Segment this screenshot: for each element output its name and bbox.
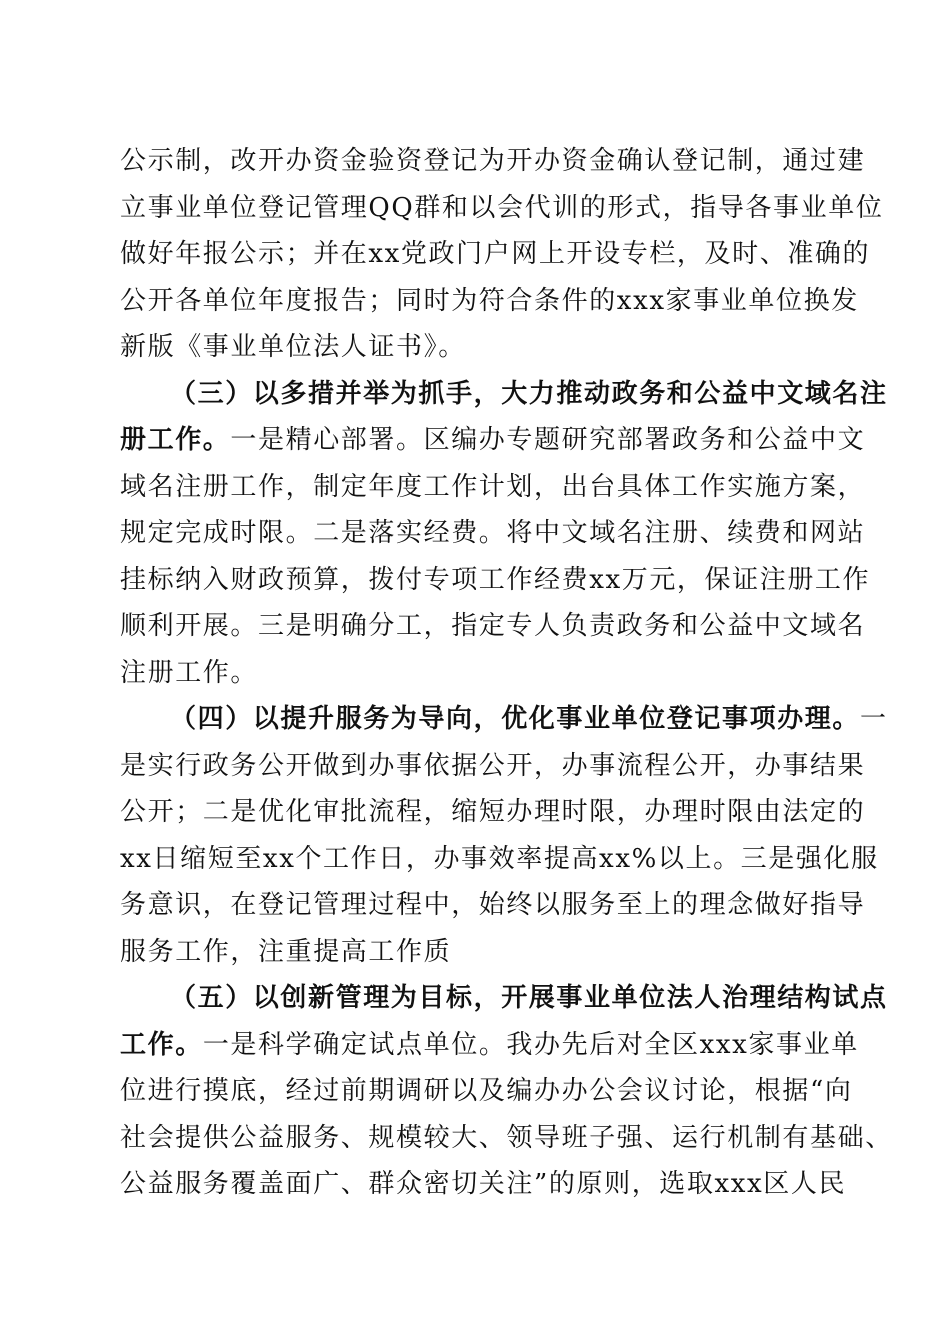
text-line: 社会提供公益服务、规模较大、领导班子强、运行机制有基础、 [120,1122,893,1153]
text-line: 注册工作。 [120,657,259,688]
text-run: 一 [860,704,888,734]
text-line: 服务工作，注重提高工作质 [120,936,452,967]
text-line: 规定完成时限。二是落实经费。将中文域名注册、续费和网站 [120,518,866,548]
text-line: 公开各单位年度报告；同时为符合条件的xxx家事业单位换发 [120,285,859,316]
text-line: 公益服务覆盖面广、群众密切关注”的原则，选取xxx区人民 [120,1169,847,1199]
text-run: 一是精心部署。区编办专题研究部署政务和公益中文 [230,425,866,455]
text-line [120,1022,859,1069]
text-line: 立事业单位登记管理QQ群和以会代训的形式，指导各事业单位 [120,192,884,223]
text-line: xx日缩短至xx个工作日，办事效率提高xx%以上。三是强化服 [120,843,879,874]
section-heading-tail: 工作。 [120,1029,203,1060]
text-line: 是实行政务公开做到办事依据公开，办事流程公开，办事结果 [120,750,866,781]
text-line: 公开；二是优化审批流程，缩短办理时限，办理时限由法定的 [120,797,866,827]
text-line: 顺利开展。三是明确分工，指定专人负责政务和公益中文域名 [120,611,866,641]
text-line: 位进行摸底，经过前期调研以及编办办公会议讨论，根据“向 [120,1076,853,1106]
text-line: 挂标纳入财政预算，拨付专项工作经费xx万元，保证注册工作 [120,564,871,595]
text-line: 做好年报公示；并在xx党政门户网上开设专栏，及时、准确的 [120,239,871,269]
text-line [120,696,888,743]
document-body [120,138,893,1208]
text-line [120,417,866,464]
text-line: 域名注册工作，制定年度工作计划，出台具体工作实施方案， [120,471,866,502]
text-line: 新版《事业单位法人证书》。 [120,332,466,362]
text-line: 务意识，在登记管理过程中，始终以服务至上的理念做好指导 [120,890,866,920]
section-heading-tail: 册工作。 [120,425,231,455]
text-run: 一是科学确定试点单位。我办先后对全区xxx家事业单 [202,1029,859,1060]
section-heading: （四）以提升服务为导向，优化事业单位登记事项办理。 [170,704,861,734]
section-heading: （三）以多措并举为抓手，大力推动政务和公益中文域名注 [170,378,888,409]
text-line: 公示制，改开办资金验资登记为开办资金确认登记制，通过建 [120,146,866,176]
section-heading: （五）以创新管理为目标，开展事业单位法人治理结构试点 [170,983,888,1013]
